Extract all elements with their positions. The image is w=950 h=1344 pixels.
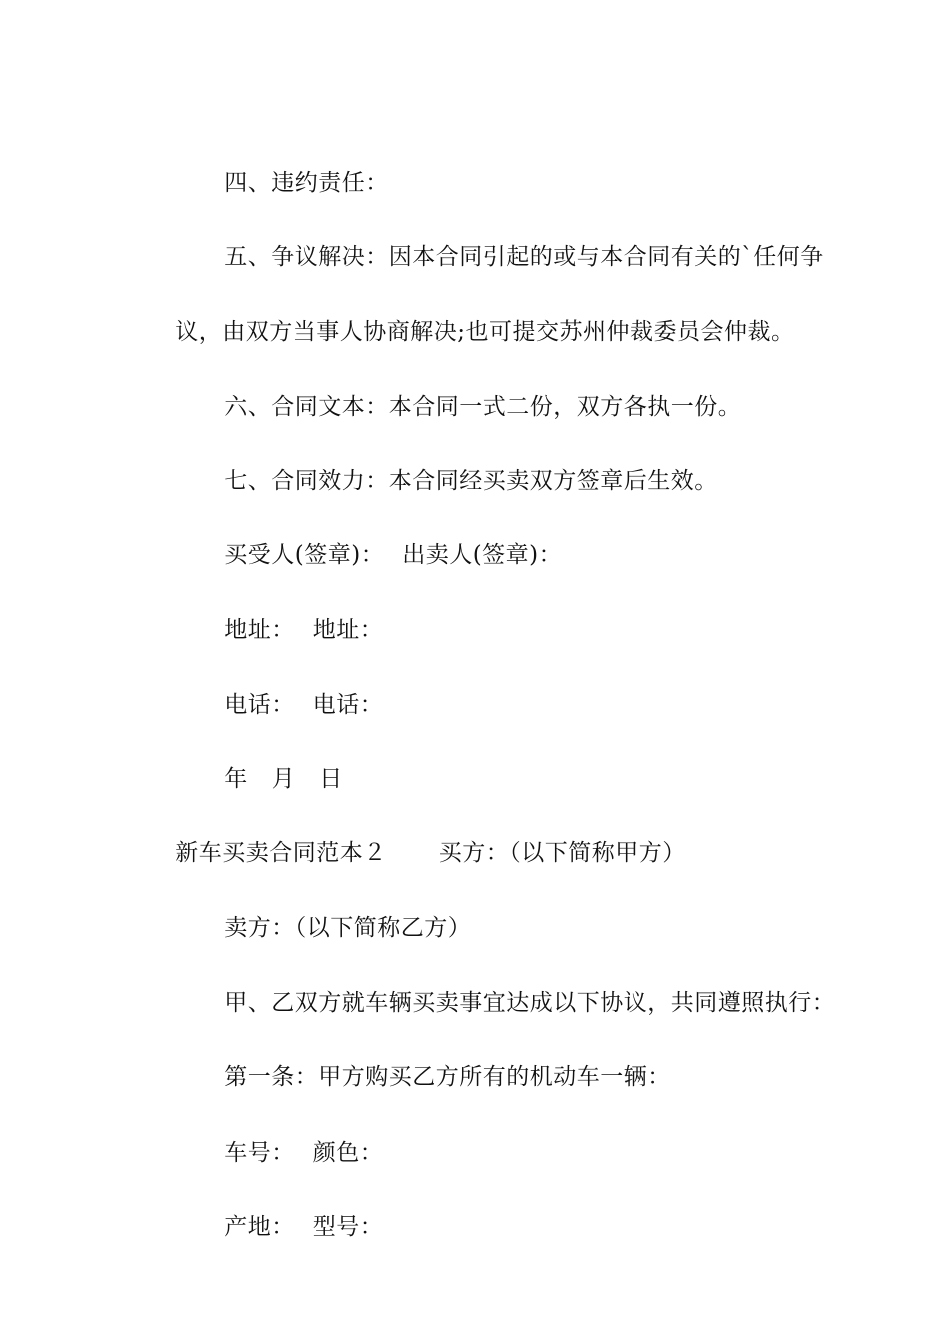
seller-signature-label: 出卖人(签章)： bbox=[402, 542, 563, 568]
agreement-intro-text: 甲、乙双方就车辆买卖事宜达成以下协议，共同遵照执行： bbox=[224, 990, 836, 1016]
article-1 bbox=[0, 1032, 950, 1090]
address-line bbox=[0, 585, 950, 643]
dispute-paragraph-line-1 bbox=[0, 212, 950, 270]
agreement-intro bbox=[0, 958, 950, 1016]
dispute-paragraph-line-2 bbox=[0, 287, 950, 345]
effect-clause-text: 七、合同效力：本合同经买卖双方签章后生效。 bbox=[224, 468, 718, 494]
buyer-signature-label: 买受人(签章)： bbox=[224, 542, 385, 568]
effect-clause bbox=[0, 436, 950, 494]
contract-2-seller-line bbox=[0, 883, 950, 941]
seller-phone-label: 电话： bbox=[312, 692, 384, 718]
date-day-label: 日 bbox=[319, 766, 343, 792]
dispute-line-1-text: 五、争议解决：因本合同引起的或与本合同有关的`任何争 bbox=[224, 244, 824, 270]
article-1-text: 第一条：甲方购买乙方所有的机动车一辆： bbox=[224, 1064, 671, 1090]
copies-clause-text: 六、合同文本：本合同一式二份，双方各执一份。 bbox=[224, 394, 742, 420]
buyer-phone-label: 电话： bbox=[224, 692, 295, 718]
date-line bbox=[0, 734, 950, 792]
phone-line bbox=[0, 660, 950, 718]
color-label: 颜色： bbox=[312, 1140, 384, 1166]
contract-2-title: 新车买卖合同范本２ bbox=[175, 840, 387, 866]
contract-2-buyer: 买方：（以下简称甲方） bbox=[438, 840, 686, 866]
origin-label: 产地： bbox=[224, 1214, 295, 1240]
model-label: 型号： bbox=[312, 1214, 384, 1240]
seller-address-label: 地址： bbox=[312, 617, 384, 643]
plate-color-line bbox=[0, 1108, 950, 1166]
date-month-label: 月 bbox=[271, 766, 296, 792]
breach-heading-text: 四、违约责任： bbox=[224, 170, 389, 196]
dispute-line-2-text: 议，由双方当事人协商解决;也可提交苏州仲裁委员会仲裁。 bbox=[175, 319, 795, 345]
origin-model-line bbox=[0, 1182, 950, 1240]
copies-clause bbox=[0, 362, 950, 420]
contract-2-heading bbox=[0, 808, 950, 866]
buyer-address-label: 地址： bbox=[224, 617, 295, 643]
plate-number-label: 车号： bbox=[224, 1140, 295, 1166]
contract-2-seller: 卖方：（以下简称乙方） bbox=[224, 915, 472, 941]
signature-line bbox=[0, 510, 950, 568]
breach-heading bbox=[0, 138, 950, 196]
date-year-label: 年 bbox=[224, 766, 248, 792]
